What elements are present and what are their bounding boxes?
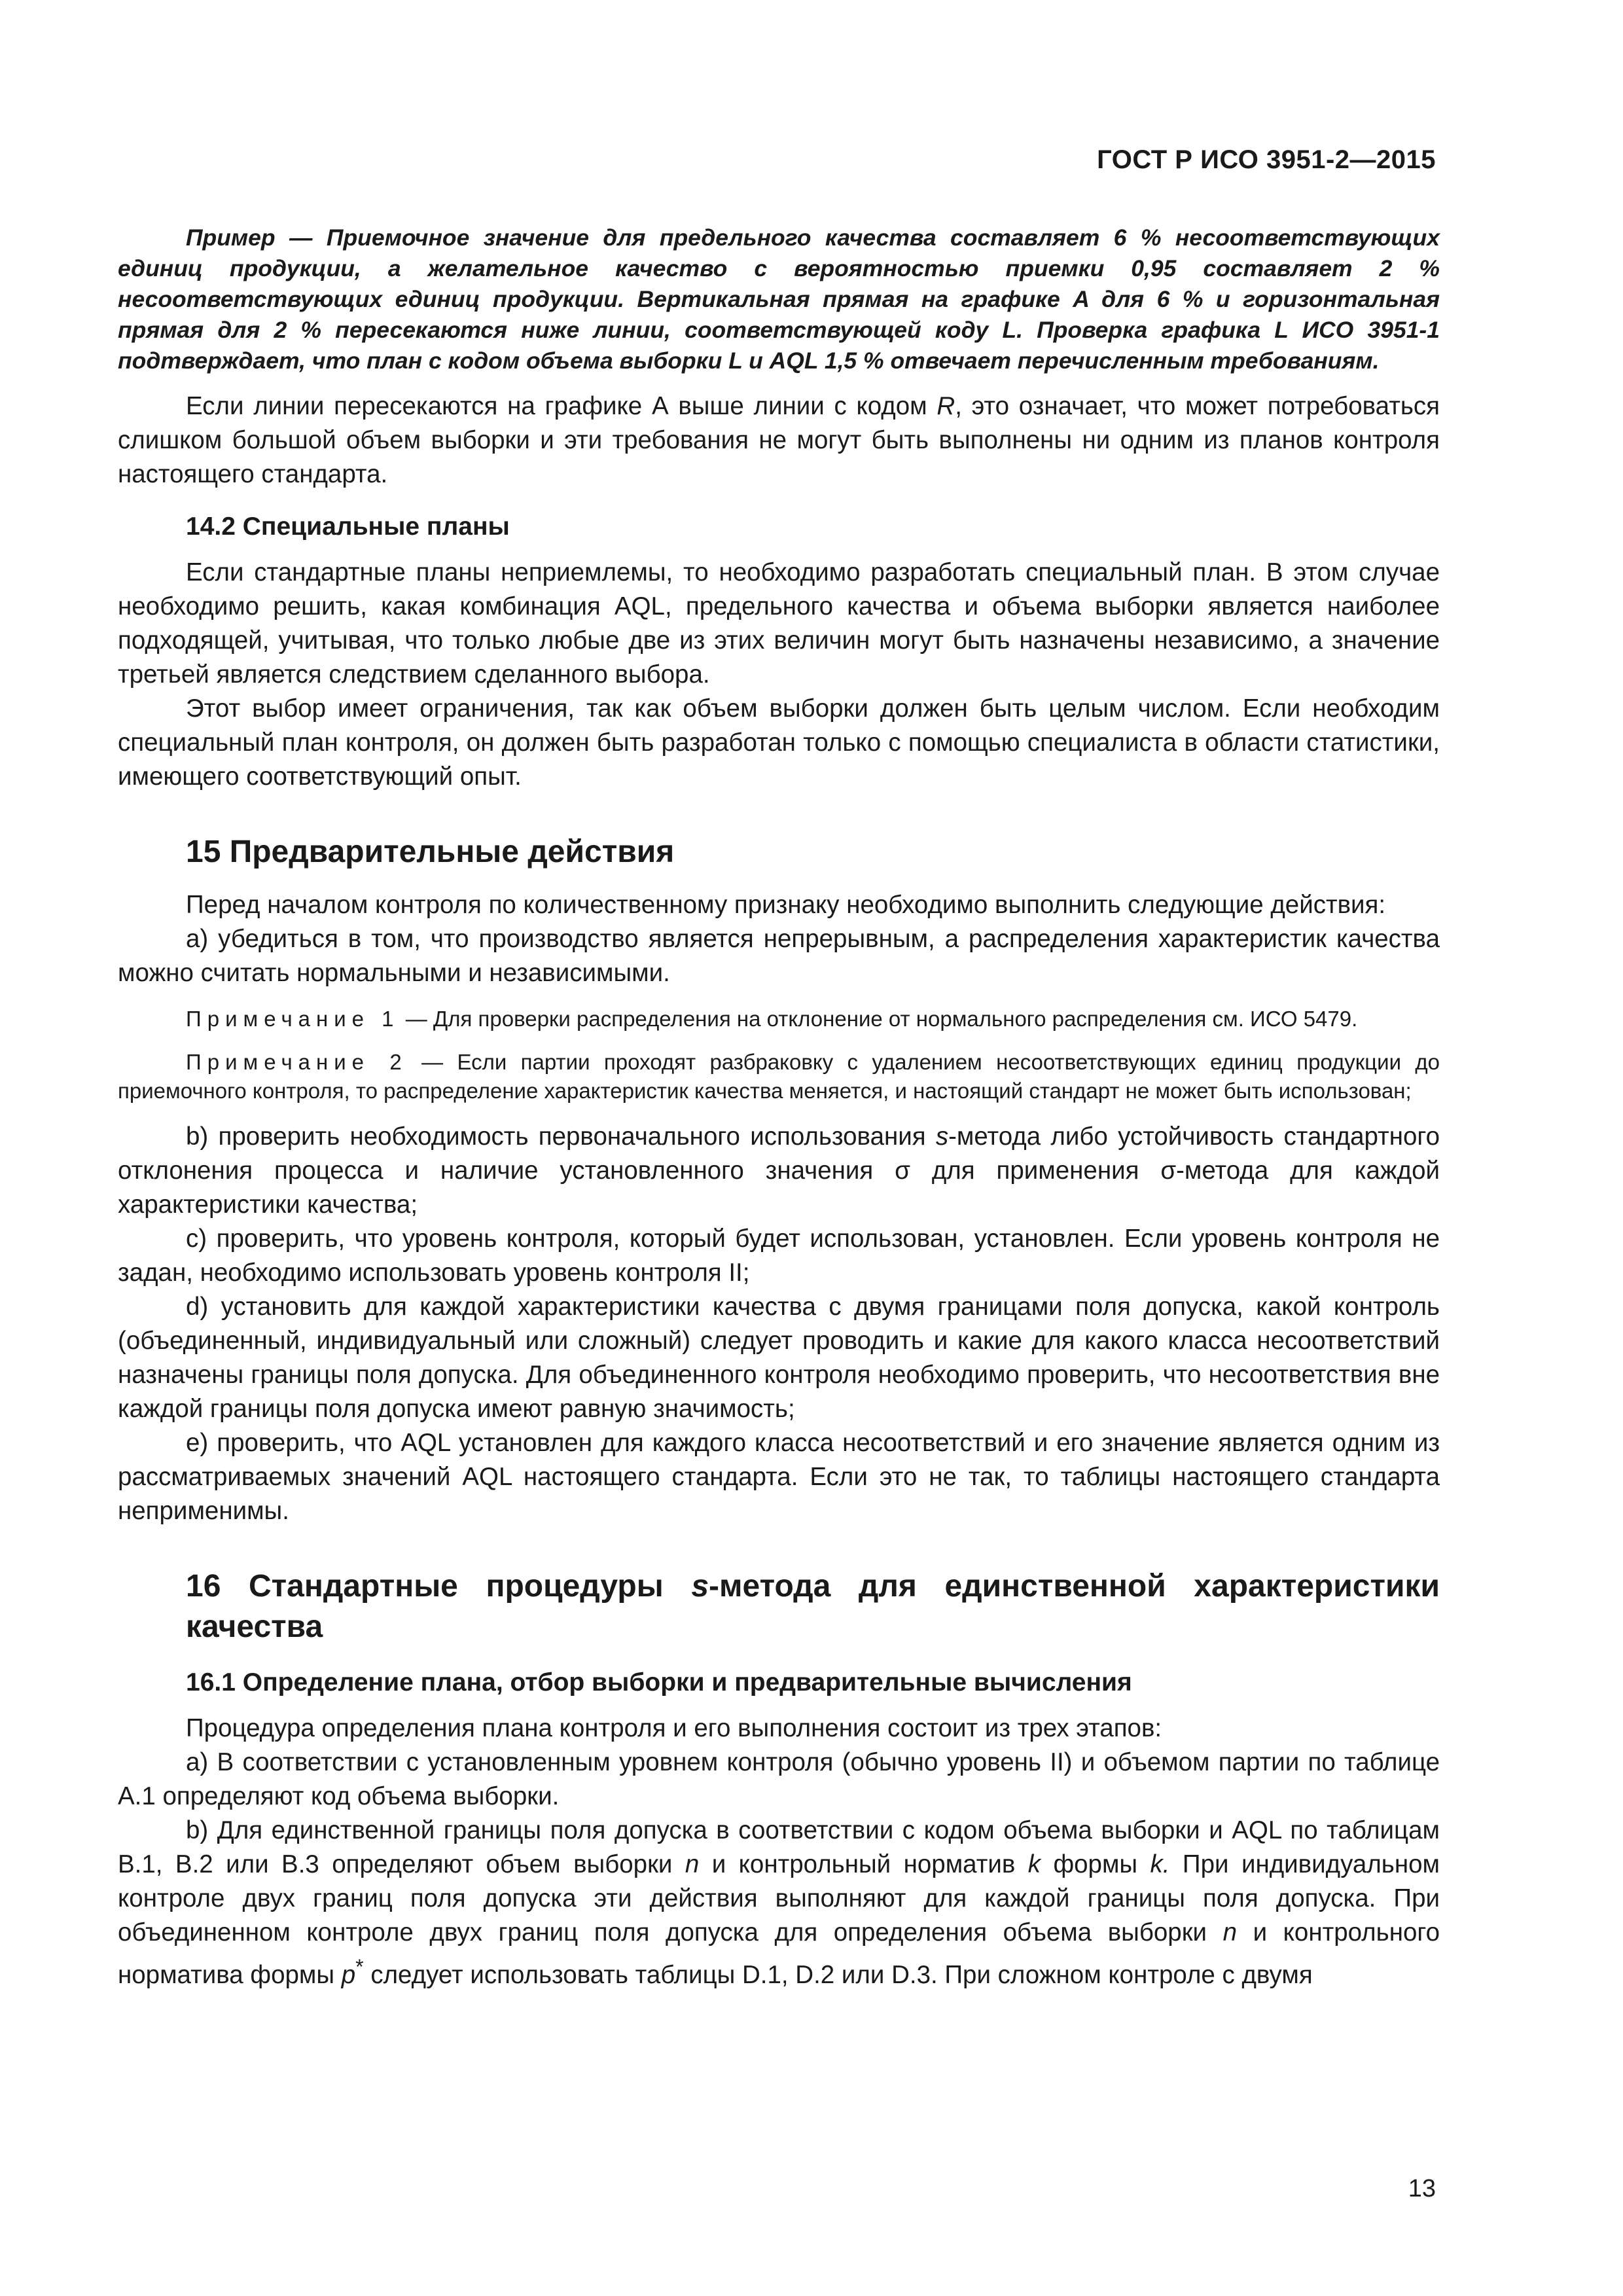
example-paragraph: Пример — Приемочное значение для предельного качества составляет 6 % несоответствующих единиц продукции, а желательное качество с вероятностью приемки 0,95 составляет 2 % несоответствующих единиц продукции. Вертикальная прямая на графике A для 6 % и горизонтальная прямая для 2 % пересекаются ниже линии, соответствующей коду L. Проверка графика L ИСО 3951-1 подтверждает, что план с кодом объема выборки L и AQL 1,5 % отвечает перечисленным требованиям.: [118, 224, 1440, 374]
page-number: 13: [1408, 2175, 1436, 2202]
n-symbol: n: [1222, 1918, 1238, 1946]
text-run: При индивидуальном контроле двух границ поля допуска эти действия выполняют для каждой границы поля допуска. При объединенном контроле двух границ поля допуска для определения объема выборки: [118, 1850, 1440, 1946]
paragraph-14-2-1: Если стандартные планы неприемлемы, то необходимо разработать специальный план. В этом случае необходимо решить, какая комбинация AQL, предельного качества и объема выборки является наиболее подходящей, учитывая, что только любые две из этих величин могут быть назначены независимо, а значение третьей является следствием сделанного выбора.: [118, 558, 1440, 689]
list-item-16-a: а) В соответствии с установленным уровнем контроля (обычно уровень II) и объемом партии по таблице А.1 определяют код объема выборки.: [118, 1748, 1440, 1810]
note-text: — Если партии проходят разбраковку с удалением несоответствующих единиц продукции до приемочного контроля, то распределение характеристик качества меняется, и настоящий стандарт не может быть использован;: [118, 1050, 1440, 1103]
text-run: , это означает, что может потребоваться слишком большой объем выборки и эти требования не могут быть выполнены ни одним из планов контроля настоящего стандарта.: [118, 392, 1440, 488]
heading-14-2: 14.2 Специальные планы: [186, 512, 510, 541]
document-header: ГОСТ Р ИСО 3951-2—2015: [1097, 145, 1436, 174]
s-symbol: s: [691, 1569, 709, 1604]
text-run: Если линии пересекаются на графике А выше линии с кодом: [186, 392, 937, 420]
n-symbol: n: [685, 1850, 700, 1878]
text-run: формы: [1041, 1850, 1150, 1878]
paragraph-14-2-2: Этот выбор имеет ограничения, так как объем выборки должен быть целым числом. Если необходим специальный план контроля, он должен быть разработан только с помощью специалиста в области статистики, имеющего соответствующий опыт.: [118, 694, 1440, 791]
k-form-symbol: k.: [1150, 1850, 1170, 1878]
list-item-15-c: c) проверить, что уровень контроля, который будет использован, установлен. Если уровень контроля не задан, необходимо использовать уровень контроля II;: [118, 1225, 1440, 1287]
note-1: [118, 1005, 1440, 1033]
text-run: -метода для единственной характеристики качества: [186, 1569, 1440, 1644]
p-symbol: p: [341, 1960, 356, 1989]
list-item-15-e: e) проверить, что AQL установлен для каждого класса несоответствий и его значение является одним из рассматриваемых значений AQL настоящего стандарта. Если это не так, то таблицы настоящего стандарта неприменимы.: [118, 1429, 1440, 1525]
text-run: -метода либо устойчивость стандартного отклонения процесса и наличие установленного значения σ для применения σ-метода для каждой характеристики качества;: [118, 1122, 1440, 1219]
paragraph-16-intro: Процедура определения плана контроля и его выполнения состоит из трех этапов:: [186, 1714, 1162, 1742]
text-run: 16 Стандартные процедуры: [186, 1569, 692, 1604]
heading-16: [118, 1566, 1440, 1647]
list-item-15-a: а) убедиться в том, что производство является непрерывным, а распределения характеристик качества можно считать нормальными и независимыми.: [118, 925, 1440, 987]
text-run: следует использовать таблицы D.1, D.2 или D.3. При сложном контроле с двумя: [363, 1960, 1313, 1989]
list-item-16-b: [118, 1814, 1440, 1992]
p-star-superscript: *: [355, 1955, 364, 1979]
list-item-15-d: d) установить для каждой характеристики качества с двумя границами поля допуска, какой контроль (объединенный, индивидуальный или сложный) следует проводить и какие для какого класса несоответствий назначены границы поля допуска. Для объединенного контроля необходимо проверить, что несоответствия вне каждой границы поля допуска имеют равную значимость;: [118, 1293, 1440, 1423]
heading-15: 15 Предварительные действия: [186, 834, 675, 869]
list-item-15-b: [118, 1120, 1440, 1222]
paragraph-intersection: [118, 389, 1440, 492]
note-text: — Для проверки распределения на отклонение от нормального распределения см. ИСО 5479.: [399, 1007, 1358, 1031]
text-run: и контрольного норматива формы: [118, 1918, 1440, 1989]
text-run: b) Для единственной границы поля допуска в соответствии с кодом объема выборки и AQL по таблицам В.1, В.2 или В.3 определяют объем выборки: [118, 1816, 1440, 1878]
text-run: и контрольный норматив: [699, 1850, 1028, 1878]
s-symbol: s: [935, 1122, 949, 1151]
text-run: b) проверить необходимость первоначального использования: [186, 1122, 936, 1151]
page-content: [118, 223, 1440, 1992]
paragraph-15-intro: Перед началом контроля по количественному признаку необходимо выполнить следующие действия:: [186, 891, 1386, 919]
note-label: Примечание 2: [186, 1050, 408, 1074]
note-2: [118, 1048, 1440, 1105]
k-symbol: k: [1027, 1850, 1041, 1878]
code-letter: R: [936, 392, 955, 420]
heading-16-1: 16.1 Определение плана, отбор выборки и предварительные вычисления: [186, 1668, 1132, 1696]
note-label: Примечание 1: [186, 1007, 400, 1031]
